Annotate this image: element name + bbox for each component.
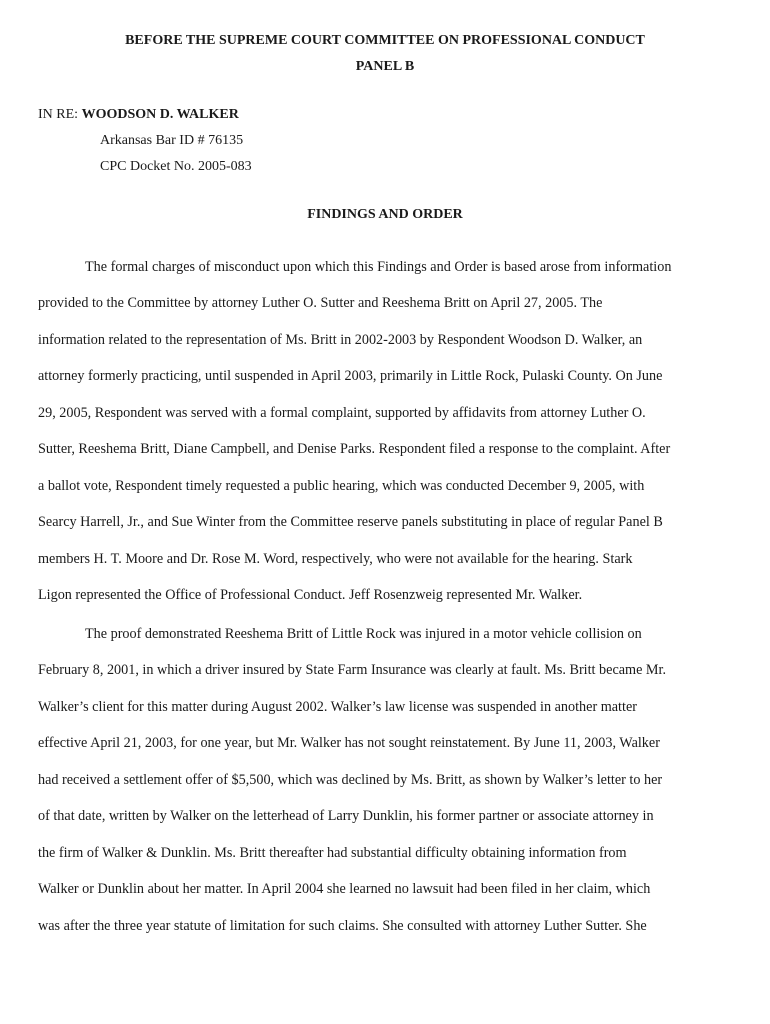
body-line: the firm of Walker & Dunklin. Ms. Britt thereafter had substantial difficulty obtaining information from bbox=[38, 845, 627, 861]
body-line: Walker’s client for this matter during August 2002. Walker’s law license was suspended in another matter bbox=[38, 699, 637, 715]
respondent-name: WOODSON D. WALKER bbox=[81, 107, 239, 122]
body-line: The formal charges of misconduct upon which this Findings and Order is based arose from information bbox=[85, 259, 672, 275]
body-line: effective April 21, 2003, for one year, but Mr. Walker has not sought reinstatement. By June 11, 2003, Walker bbox=[38, 735, 660, 751]
body-line: had received a settlement offer of $5,500, which was declined by Ms. Britt, as shown by Walker’s letter to her bbox=[38, 772, 663, 788]
body-line: Walker or Dunklin about her matter. In April 2004 she learned no lawsuit had been filed in her claim, which bbox=[38, 881, 651, 897]
body-line: Searcy Harrell, Jr., and Sue Winter from the Committee reserve panels substituting in place of regular Panel B bbox=[38, 514, 663, 530]
document-title: BEFORE THE SUPREME COURT COMMITTEE ON PROFESSIONAL CONDUCT bbox=[125, 33, 645, 48]
body-line: of that date, written by Walker on the letterhead of Larry Dunklin, his former partner or associate attorney in bbox=[38, 808, 654, 824]
section-title: FINDINGS AND ORDER bbox=[307, 207, 463, 222]
case-caption bbox=[38, 107, 239, 123]
body-line: a ballot vote, Respondent timely requested a public hearing, which was conducted December 9, 2005, with bbox=[38, 478, 645, 494]
body-line: attorney formerly practicing, until suspended in April 2003, primarily in Little Rock, Pulaski County. On June bbox=[38, 368, 663, 384]
body-line: information related to the representation of Ms. Britt in 2002-2003 by Respondent Woodson D. Walker, an bbox=[38, 332, 643, 348]
panel-heading: PANEL B bbox=[355, 59, 415, 74]
body-line: The proof demonstrated Reeshema Britt of Little Rock was injured in a motor vehicle collision on bbox=[85, 626, 642, 642]
bar-id: Arkansas Bar ID # 76135 bbox=[100, 133, 244, 148]
body-line: 29, 2005, Respondent was served with a formal complaint, supported by affidavits from attorney Luther O. bbox=[38, 405, 646, 421]
body-line: members H. T. Moore and Dr. Rose M. Word, respectively, who were not available for the hearing. Stark bbox=[38, 551, 633, 567]
body-line: February 8, 2001, in which a driver insured by State Farm Insurance was clearly at fault. Ms. Britt became Mr. bbox=[38, 662, 667, 678]
body-line: Ligon represented the Office of Professional Conduct. Jeff Rosenzweig represented Mr. Walker. bbox=[38, 587, 583, 603]
body-line: Sutter, Reeshema Britt, Diane Campbell, and Denise Parks. Respondent filed a response to the complaint. After bbox=[38, 441, 671, 457]
docket-number: CPC Docket No. 2005-083 bbox=[100, 159, 252, 174]
in-re-label: IN RE: bbox=[38, 107, 82, 122]
body-line: provided to the Committee by attorney Luther O. Sutter and Reeshema Britt on April 27, 2005. The bbox=[38, 295, 603, 311]
body-line: was after the three year statute of limitation for such claims. She consulted with attorney Luther Sutter. She bbox=[38, 918, 647, 934]
